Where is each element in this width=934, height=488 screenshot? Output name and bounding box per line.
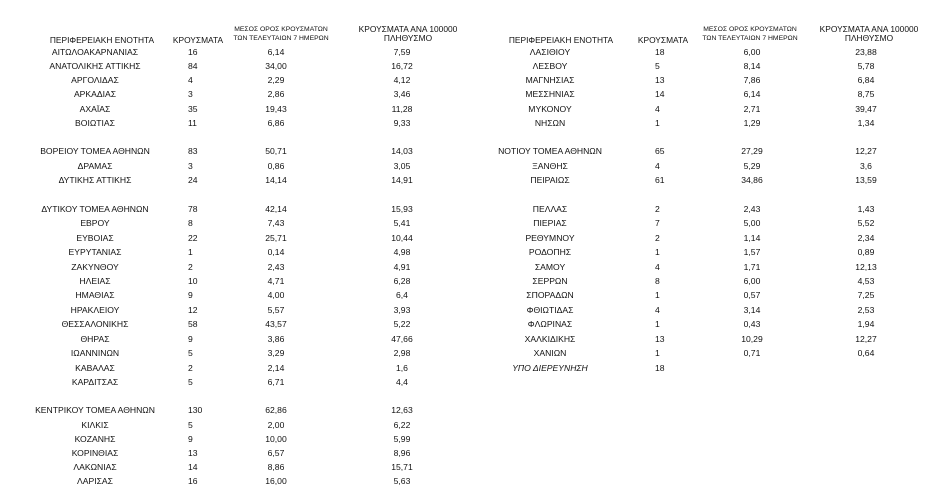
cases-cell: 61 (655, 175, 665, 185)
per100k-cell: 3,46 (393, 89, 411, 99)
avg7-cell: 6,71 (267, 377, 285, 387)
cases-cell: 5 (655, 61, 660, 71)
cases-cell: 2 (655, 233, 660, 243)
per100k-cell: 2,53 (857, 305, 875, 315)
region-cell: ΘΕΣΣΑΛΟΝΙΚΗΣ (61, 319, 129, 329)
region-cell: ΛΕΣΒΟΥ (532, 61, 568, 71)
avg7-cell: 16,00 (265, 476, 287, 486)
per100k-cell: 6,4 (396, 290, 408, 300)
avg7-cell: 0,43 (743, 319, 761, 329)
per100k-cell: 5,63 (393, 476, 411, 486)
avg7-cell: 4,71 (267, 276, 285, 286)
per100k-cell: 13,59 (855, 175, 877, 185)
cases-cell: 2 (188, 363, 193, 373)
cases-cell: 130 (188, 405, 203, 415)
cases-cell: 58 (188, 319, 198, 329)
cases-cell: 13 (655, 75, 665, 85)
avg7-cell: 6,86 (267, 118, 285, 128)
cases-cell: 2 (188, 262, 193, 272)
cases-cell: 9 (188, 334, 193, 344)
per100k-cell: 4,98 (393, 247, 411, 257)
region-cell: ΑΙΤΩΛΟΑΚΑΡΝΑΝΙΑΣ (51, 47, 139, 57)
avg7-cell: 7,43 (267, 218, 285, 228)
avg7-cell: 2,86 (267, 89, 285, 99)
avg7-cell: 19,43 (265, 104, 287, 114)
right-header-avg7 (694, 25, 806, 43)
avg7-cell: 1,71 (743, 262, 761, 272)
per100k-cell: 4,53 (857, 276, 875, 286)
avg7-cell: 34,86 (741, 175, 763, 185)
cases-cell: 9 (188, 290, 193, 300)
per100k-cell: 6,22 (393, 420, 411, 430)
cases-cell: 16 (188, 476, 198, 486)
region-cell: ΚΑΡΔΙΤΣΑΣ (71, 377, 119, 387)
avg7-cell: 0,71 (743, 348, 761, 358)
avg7-cell: 62,86 (265, 405, 287, 415)
left-header-avg7-line2: ΤΩΝ ΤΕΛΕΥΤΑΙΩΝ 7 ΗΜΕΡΩΝ (233, 35, 329, 42)
avg7-cell: 8,14 (743, 61, 761, 71)
avg7-cell: 4,00 (267, 290, 285, 300)
cases-cell: 3 (188, 89, 193, 99)
region-cell: ΛΑΡΙΣΑΣ (77, 476, 113, 486)
region-cell: ΠΕΛΛΑΣ (532, 204, 568, 214)
left-header-avg7 (226, 25, 336, 43)
per100k-cell: 12,27 (855, 334, 877, 344)
region-cell: ΕΥΡΥΤΑΝΙΑΣ (68, 247, 122, 257)
avg7-cell: 10,00 (265, 434, 287, 444)
avg7-cell: 3,86 (267, 334, 285, 344)
region-cell: ΕΒΡΟΥ (80, 218, 110, 228)
per100k-cell: 1,94 (857, 319, 875, 329)
region-cell: ΧΑΝΙΩΝ (533, 348, 567, 358)
region-cell: ΛΑΣΙΘΙΟΥ (529, 47, 571, 57)
avg7-cell: 6,14 (267, 47, 285, 57)
avg7-cell: 10,29 (741, 334, 763, 344)
cases-cell: 35 (188, 104, 198, 114)
avg7-cell: 6,00 (743, 47, 761, 57)
cases-cell: 7 (655, 218, 660, 228)
per100k-cell: 8,96 (393, 448, 411, 458)
right-header-per100k-line2: ΠΛΗΘΥΣΜΟ (844, 33, 894, 43)
avg7-cell: 2,29 (267, 75, 285, 85)
cases-cell: 84 (188, 61, 198, 71)
avg7-cell: 6,00 (743, 276, 761, 286)
cases-cell: 22 (188, 233, 198, 243)
region-cell: ΞΑΝΘΗΣ (532, 161, 568, 171)
cases-cell: 3 (188, 161, 193, 171)
avg7-cell: 2,71 (743, 104, 761, 114)
per100k-cell: 4,12 (393, 75, 411, 85)
region-cell: ΠΙΕΡΙΑΣ (533, 218, 567, 228)
avg7-cell: 1,14 (743, 233, 761, 243)
region-cell: ΣΠΟΡΑΔΩΝ (526, 290, 574, 300)
region-cell: ΥΠΟ ΔΙΕΡΕΥΝΗΣΗ (512, 363, 588, 373)
region-cell: ΡΟΔΟΠΗΣ (528, 247, 572, 257)
cases-cell: 4 (655, 104, 660, 114)
per100k-cell: 39,47 (855, 104, 877, 114)
avg7-cell: 5,29 (743, 161, 761, 171)
avg7-cell: 2,14 (267, 363, 285, 373)
cases-cell: 18 (655, 363, 665, 373)
left-header-per100k-line2: ΠΛΗΘΥΣΜΟ (383, 33, 433, 43)
right-header-cases: ΚΡΟΥΣΜΑΤΑ (637, 35, 689, 45)
per100k-cell: 5,22 (393, 319, 411, 329)
per100k-cell: 15,93 (391, 204, 413, 214)
left-header-per100k (348, 25, 468, 43)
per100k-cell: 2,98 (393, 348, 411, 358)
per100k-cell: 6,84 (857, 75, 875, 85)
cases-cell: 5 (188, 377, 193, 387)
left-header-avg7-line1: ΜΕΣΟΣ ΟΡΟΣ ΚΡΟΥΣΜΑΤΩΝ (234, 26, 328, 33)
region-cell: ΙΩΑΝΝΙΝΩΝ (70, 348, 120, 358)
left-header-per100k-line1: ΚΡΟΥΣΜΑΤΑ ΑΝΑ 100000 (358, 24, 458, 34)
avg7-cell: 3,14 (743, 305, 761, 315)
cases-cell: 1 (655, 319, 660, 329)
cases-cell: 1 (655, 118, 660, 128)
avg7-cell: 34,00 (265, 61, 287, 71)
per100k-cell: 9,33 (393, 118, 411, 128)
per100k-cell: 4,91 (393, 262, 411, 272)
cases-cell: 2 (655, 204, 660, 214)
region-cell: ΝΟΤΙΟΥ ΤΟΜΕΑ ΑΘΗΝΩΝ (498, 146, 602, 156)
region-cell: ΛΑΚΩΝΙΑΣ (73, 462, 117, 472)
avg7-cell: 27,29 (741, 146, 763, 156)
cases-cell: 24 (188, 175, 198, 185)
region-cell: ΠΕΙΡΑΙΩΣ (530, 175, 570, 185)
cases-cell: 65 (655, 146, 665, 156)
cases-cell: 4 (188, 75, 193, 85)
region-cell: ΗΜΑΘΙΑΣ (75, 290, 115, 300)
per100k-cell: 23,88 (855, 47, 877, 57)
region-cell: ΚΕΝΤΡΙΚΟΥ ΤΟΜΕΑ ΑΘΗΝΩΝ (35, 405, 155, 415)
region-cell: ΣΑΜΟΥ (534, 262, 566, 272)
per100k-cell: 3,93 (393, 305, 411, 315)
region-cell: ΒΟΡΕΙΟΥ ΤΟΜΕΑ ΑΘΗΝΩΝ (40, 146, 150, 156)
cases-cell: 5 (188, 348, 193, 358)
region-cell: ΧΑΛΚΙΔΙΚΗΣ (524, 334, 576, 344)
region-cell: ΗΛΕΙΑΣ (79, 276, 111, 286)
per100k-cell: 12,27 (855, 146, 877, 156)
per100k-cell: 1,6 (396, 363, 408, 373)
per100k-cell: 16,72 (391, 61, 413, 71)
region-cell: ΘΗΡΑΣ (80, 334, 110, 344)
per100k-cell: 14,03 (391, 146, 413, 156)
avg7-cell: 1,57 (743, 247, 761, 257)
region-cell: ΔΡΑΜΑΣ (77, 161, 113, 171)
region-cell: ΒΟΙΩΤΙΑΣ (75, 118, 115, 128)
cases-cell: 10 (188, 276, 198, 286)
cases-cell: 14 (188, 462, 198, 472)
cases-cell: 18 (655, 47, 665, 57)
avg7-cell: 25,71 (265, 233, 287, 243)
avg7-cell: 14,14 (265, 175, 287, 185)
per100k-cell: 1,34 (857, 118, 875, 128)
region-cell: ΔΥΤΙΚΗΣ ΑΤΤΙΚΗΣ (58, 175, 132, 185)
region-cell: ΦΛΩΡΙΝΑΣ (527, 319, 573, 329)
avg7-cell: 1,29 (743, 118, 761, 128)
cases-cell: 5 (188, 420, 193, 430)
cases-cell: 14 (655, 89, 665, 99)
per100k-cell: 14,91 (391, 175, 413, 185)
right-header-per100k (808, 25, 930, 43)
per100k-cell: 4,4 (396, 377, 408, 387)
region-cell: ΕΥΒΟΙΑΣ (76, 233, 114, 243)
region-cell: ΡΕΘΥΜΝΟΥ (525, 233, 575, 243)
per100k-cell: 5,78 (857, 61, 875, 71)
region-cell: ΔΥΤΙΚΟΥ ΤΟΜΕΑ ΑΘΗΝΩΝ (41, 204, 149, 214)
cases-cell: 78 (188, 204, 198, 214)
per100k-cell: 15,71 (391, 462, 413, 472)
per100k-cell: 2,34 (857, 233, 875, 243)
cases-cell: 1 (188, 247, 193, 257)
per100k-cell: 6,28 (393, 276, 411, 286)
right-header-avg7-line1: ΜΕΣΟΣ ΟΡΟΣ ΚΡΟΥΣΜΑΤΩΝ (703, 26, 797, 33)
per100k-cell: 47,66 (391, 334, 413, 344)
cases-cell: 13 (188, 448, 198, 458)
cases-cell: 1 (655, 348, 660, 358)
region-cell: ΚΙΛΚΙΣ (81, 420, 109, 430)
per100k-cell: 1,43 (857, 204, 875, 214)
region-cell: ΜΥΚΟΝΟΥ (528, 104, 572, 114)
cases-cell: 4 (655, 161, 660, 171)
per100k-cell: 7,59 (393, 47, 411, 57)
right-header-avg7-line2: ΤΩΝ ΤΕΛΕΥΤΑΙΩΝ 7 ΗΜΕΡΩΝ (702, 35, 798, 42)
region-cell: ΑΧΑΪΑΣ (79, 104, 111, 114)
avg7-cell: 50,71 (265, 146, 287, 156)
cases-cell: 83 (188, 146, 198, 156)
avg7-cell: 8,86 (267, 462, 285, 472)
avg7-cell: 0,57 (743, 290, 761, 300)
region-cell: ΣΕΡΡΩΝ (532, 276, 568, 286)
region-cell: ΖΑΚΥΝΘΟΥ (71, 262, 119, 272)
region-cell: ΦΘΙΩΤΙΔΑΣ (526, 305, 574, 315)
per100k-cell: 0,89 (857, 247, 875, 257)
region-cell: ΑΡΚΑΔΙΑΣ (73, 89, 117, 99)
cases-cell: 1 (655, 290, 660, 300)
region-cell: ΜΑΓΝΗΣΙΑΣ (525, 75, 575, 85)
region-cell: ΑΝΑΤΟΛΙΚΗΣ ΑΤΤΙΚΗΣ (49, 61, 141, 71)
left-header-cases: ΚΡΟΥΣΜΑΤΑ (172, 35, 224, 45)
avg7-cell: 43,57 (265, 319, 287, 329)
avg7-cell: 0,14 (267, 247, 285, 257)
per100k-cell: 11,28 (391, 104, 413, 114)
per100k-cell: 5,52 (857, 218, 875, 228)
avg7-cell: 6,57 (267, 448, 285, 458)
per100k-cell: 0,64 (857, 348, 875, 358)
region-cell: ΗΡΑΚΛΕΙΟΥ (70, 305, 120, 315)
per100k-cell: 10,44 (391, 233, 413, 243)
avg7-cell: 2,00 (267, 420, 285, 430)
region-cell: ΚΟΖΑΝΗΣ (74, 434, 116, 444)
cases-cell: 11 (188, 118, 197, 128)
cases-cell: 16 (188, 47, 198, 57)
per100k-cell: 5,41 (393, 218, 411, 228)
cases-cell: 1 (655, 247, 660, 257)
cases-cell: 8 (188, 218, 193, 228)
region-cell: ΚΟΡΙΝΘΙΑΣ (71, 448, 119, 458)
avg7-cell: 5,57 (267, 305, 285, 315)
avg7-cell: 2,43 (743, 204, 761, 214)
per100k-cell: 8,75 (857, 89, 875, 99)
avg7-cell: 42,14 (265, 204, 287, 214)
per100k-cell: 7,25 (857, 290, 875, 300)
region-cell: ΜΕΣΣΗΝΙΑΣ (525, 89, 575, 99)
left-header-region: ΠΕΡΙΦΕΡΕΙΑΚΗ ΕΝΟΤΗΤΑ (49, 35, 155, 45)
avg7-cell: 0,86 (267, 161, 285, 171)
per100k-cell: 3,6 (860, 161, 872, 171)
cases-cell: 8 (655, 276, 660, 286)
cases-cell: 4 (655, 262, 660, 272)
region-cell: ΚΑΒΑΛΑΣ (75, 363, 115, 373)
right-header-per100k-line1: ΚΡΟΥΣΜΑΤΑ ΑΝΑ 100000 (819, 24, 919, 34)
cases-cell: 4 (655, 305, 660, 315)
avg7-cell: 7,86 (743, 75, 761, 85)
region-cell: ΑΡΓΟΛΙΔΑΣ (71, 75, 119, 85)
per100k-cell: 12,13 (855, 262, 877, 272)
region-cell: ΝΗΣΩΝ (534, 118, 566, 128)
cases-cell: 12 (188, 305, 198, 315)
per100k-cell: 12,63 (391, 405, 413, 415)
avg7-cell: 2,43 (267, 262, 285, 272)
cases-cell: 13 (655, 334, 665, 344)
avg7-cell: 3,29 (267, 348, 285, 358)
avg7-cell: 5,00 (743, 218, 761, 228)
right-header-region: ΠΕΡΙΦΕΡΕΙΑΚΗ ΕΝΟΤΗΤΑ (508, 35, 614, 45)
cases-cell: 9 (188, 434, 193, 444)
per100k-cell: 5,99 (393, 434, 411, 444)
per100k-cell: 3,05 (393, 161, 411, 171)
avg7-cell: 6,14 (743, 89, 761, 99)
